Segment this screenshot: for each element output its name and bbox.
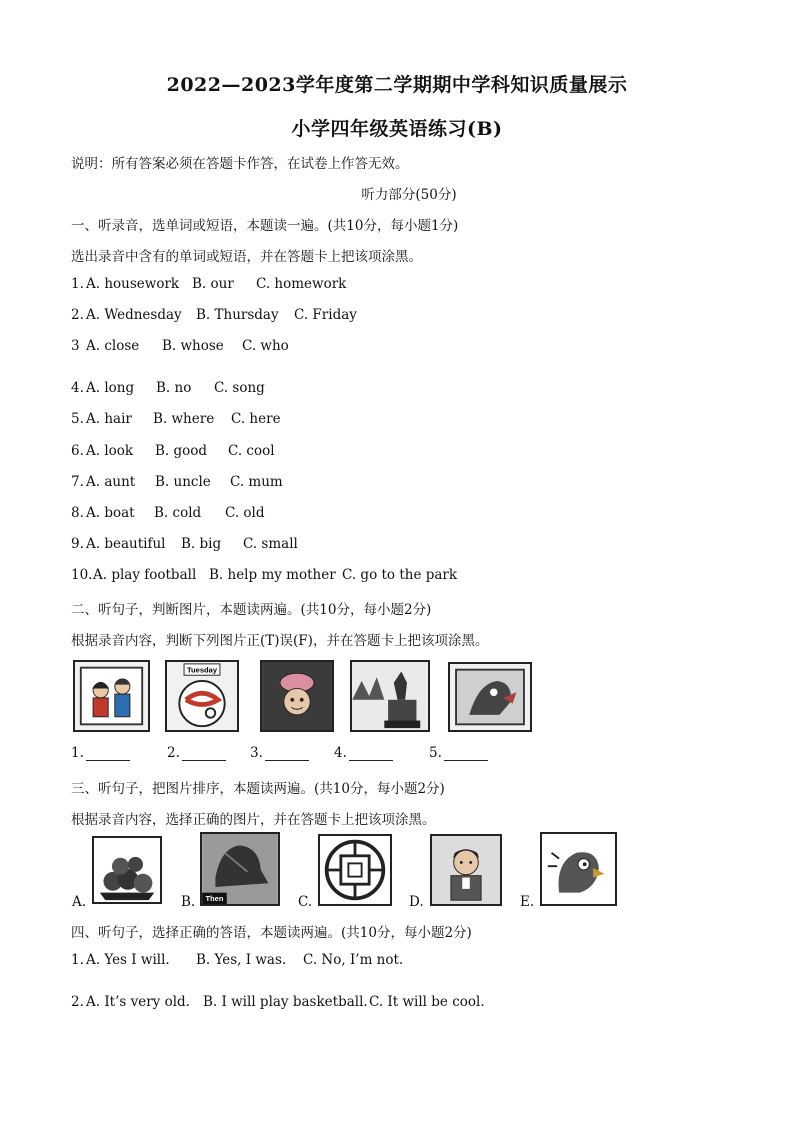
part2-heading: 二、听句子，判断图片，本题读两遍。(共10分，每小题2分) — [71, 602, 432, 618]
part1-instruction: 选出录音中含有的单词或短语，并在答题卡上把该项涂黑。 — [71, 249, 422, 265]
part1-q10-option-a: A. play football — [93, 567, 197, 583]
part1-q10-option-c: C. go to the park — [342, 567, 458, 583]
part1-q3-option-c: C. who — [242, 338, 289, 354]
answer-underline[interactable] — [86, 748, 130, 761]
part1-q1-number: 1. — [71, 276, 84, 292]
part1-q7-number: 7. — [71, 474, 84, 490]
part1-q9-number: 9. — [71, 536, 84, 552]
picture-boy — [430, 834, 502, 906]
part1-q5-option-a: A. hair — [86, 411, 132, 427]
picture-tuesday-toys — [165, 660, 239, 732]
part1-q6-number: 6. — [71, 443, 84, 459]
part3-letter-4: D. — [409, 894, 424, 910]
part1-q3-option-b: B. whose — [162, 338, 224, 354]
part1-q10-option-b: B. help my mother — [209, 567, 336, 583]
picture-hat-face — [260, 660, 334, 732]
part2-blank-2[interactable] — [167, 745, 226, 761]
part3-letter-3: C. — [298, 894, 313, 910]
part2-instruction: 根据录音内容，判断下列图片正(T)误(F)，并在答题卡上把该项涂黑。 — [71, 633, 489, 649]
part1-q7-option-b: B. uncle — [155, 474, 211, 490]
part1-q2-option-b: B. Thursday — [196, 307, 279, 323]
part1-q5-option-c: C. here — [231, 411, 281, 427]
listening-heading: 听力部分(50分) — [361, 187, 457, 203]
part1-q9-option-a: A. beautiful — [86, 536, 166, 552]
part1-q6-option-b: B. good — [155, 443, 208, 459]
part2-blank-1[interactable] — [71, 745, 130, 761]
part3-letter-5: E. — [520, 894, 535, 910]
part1-q8-number: 8. — [71, 505, 84, 521]
part1-q2-number: 2. — [71, 307, 84, 323]
part4-q1-option-a: A. Yes I will. — [86, 952, 170, 968]
part1-heading: 一、听录音，选单词或短语，本题读一遍。(共10分，每小题1分) — [71, 218, 459, 234]
exam-title: 2022—2023学年度第二学期期中学科知识质量展示 — [166, 74, 628, 96]
part1-q2-option-c: C. Friday — [294, 307, 357, 323]
picture-statue — [350, 660, 430, 732]
part4-q2-option-a: A. It’s very old. — [86, 994, 190, 1010]
picture-cartoon-animal — [448, 662, 532, 732]
part1-q4-number: 4. — [71, 380, 84, 396]
part1-q1-option-c: C. homework — [256, 276, 347, 292]
answer-underline[interactable] — [182, 748, 226, 761]
part2-blank-5[interactable] — [429, 745, 488, 761]
part4-heading: 四、听句子，选择正确的答语，本题读两遍。(共10分，每小题2分) — [71, 925, 472, 941]
part1-q6-option-a: A. look — [86, 443, 134, 459]
part4-q1-number: 1. — [71, 952, 84, 968]
part1-q4-option-b: B. no — [156, 380, 192, 396]
part3-letter-2: B. — [181, 894, 196, 910]
part1-q8-option-b: B. cold — [154, 505, 202, 521]
part1-q4-option-a: A. long — [86, 380, 135, 396]
part4-q2-option-b: B. I will play basketball. — [203, 994, 368, 1010]
part4-q2-option-c: C. It will be cool. — [369, 994, 485, 1010]
exam-subtitle: 小学四年级英语练习(B) — [291, 118, 503, 140]
picture-fruit-basket — [92, 836, 162, 904]
part1-q8-option-a: A. boat — [86, 505, 135, 521]
exam-note: 说明：所有答案必须在答题卡作答，在试卷上作答无效。 — [71, 156, 409, 172]
part1-q8-option-c: C. old — [225, 505, 265, 521]
part2-blank-number: 3. — [250, 745, 263, 761]
part4-q1-option-b: B. Yes, I was. — [196, 952, 287, 968]
part1-q3-option-a: A. close — [86, 338, 140, 354]
part2-blank-4[interactable] — [334, 745, 393, 761]
picture-shoes — [200, 832, 280, 906]
picture-chinese-window — [318, 834, 392, 906]
part2-blank-number: 5. — [429, 745, 442, 761]
part3-letter-1: A. — [72, 894, 87, 910]
part1-q7-option-a: A. aunt — [86, 474, 136, 490]
part3-instruction: 根据录音内容，选择正确的图片，并在答题卡上把该项涂黑。 — [71, 812, 436, 828]
answer-underline[interactable] — [444, 748, 488, 761]
picture-parrot — [540, 832, 617, 906]
part1-q6-option-c: C. cool — [228, 443, 275, 459]
part2-blank-number: 4. — [334, 745, 347, 761]
part3-heading: 三、听句子，把图片排序，本题读两遍。(共10分，每小题2分) — [71, 781, 445, 797]
part1-q9-option-b: B. big — [181, 536, 222, 552]
part2-blank-3[interactable] — [250, 745, 309, 761]
part4-q2-number: 2. — [71, 994, 84, 1010]
part1-q7-option-c: C. mum — [230, 474, 283, 490]
part1-q5-option-b: B. where — [153, 411, 215, 427]
answer-underline[interactable] — [265, 748, 309, 761]
part1-q5-number: 5. — [71, 411, 84, 427]
part1-q1-option-a: A. housework — [86, 276, 180, 292]
part1-q2-option-a: A. Wednesday — [86, 307, 182, 323]
part2-blank-number: 1. — [71, 745, 84, 761]
part1-q4-option-c: C. song — [214, 380, 265, 396]
then-label: Then — [205, 894, 224, 904]
part4-q1-option-c: C. No, I’m not. — [303, 952, 404, 968]
tuesday-label: Tuesday — [186, 665, 218, 675]
part1-q10-number: 10. — [71, 567, 93, 583]
part1-q3-number: 3 — [71, 338, 80, 354]
picture-two-kids — [73, 660, 150, 732]
answer-underline[interactable] — [349, 748, 393, 761]
part1-q1-option-b: B. our — [192, 276, 234, 292]
part2-blank-number: 2. — [167, 745, 180, 761]
part1-q9-option-c: C. small — [243, 536, 298, 552]
